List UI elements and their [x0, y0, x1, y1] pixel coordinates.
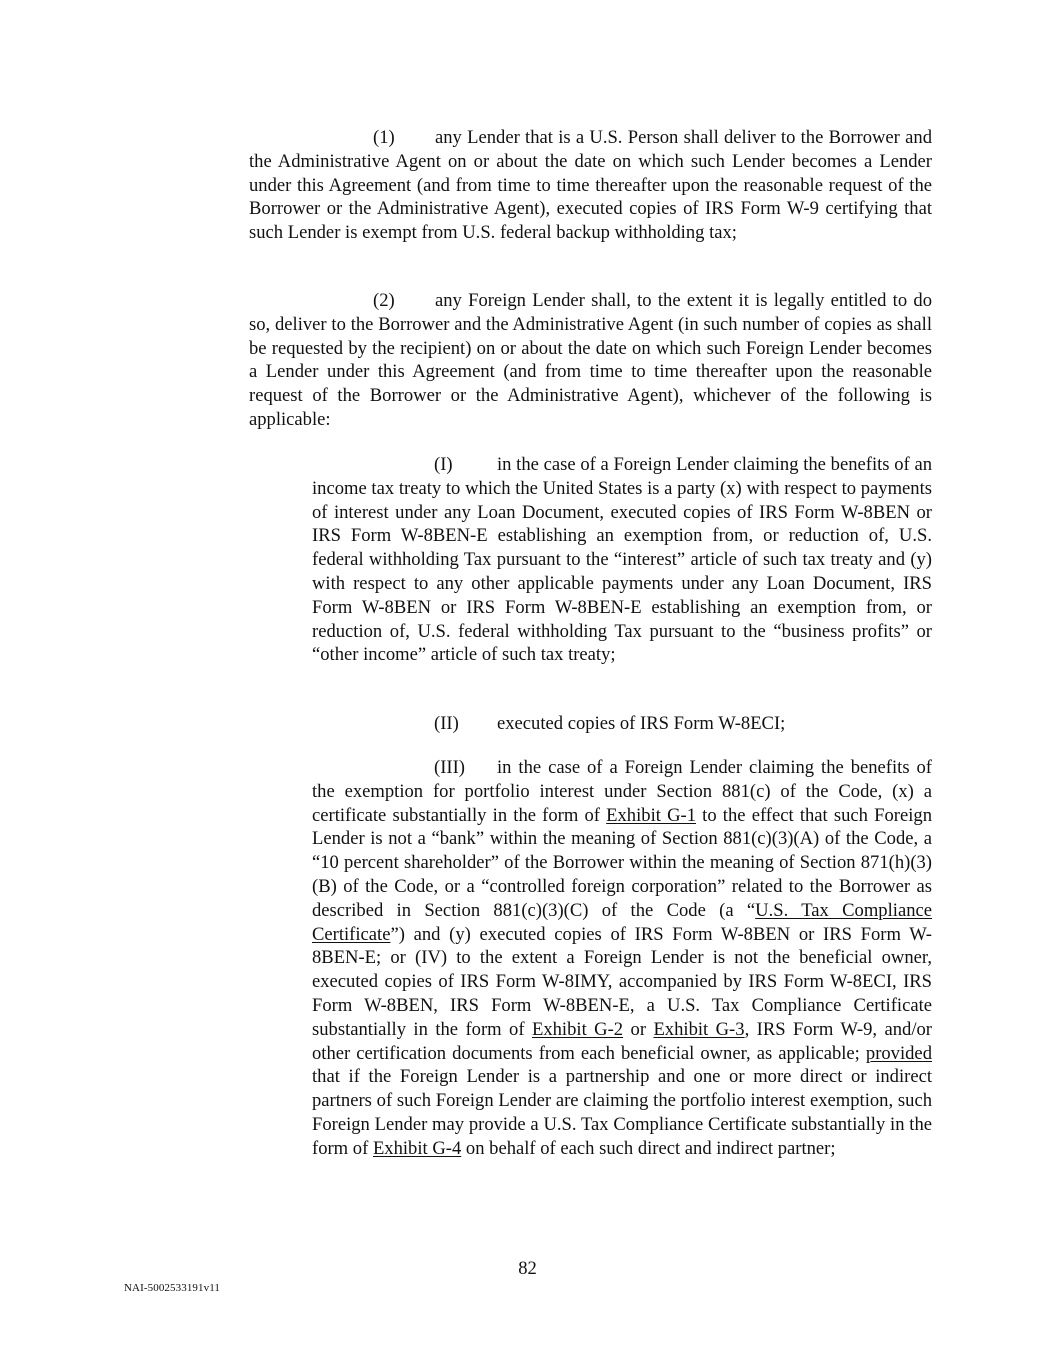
paragraph-text-segment: to the effect that such Foreign Lender is not a “bank” within the meaning of Section 881(c)(3)(A) of the Code, a “10 percent shareholder” of the Borrower within the meaning of Section 871(h)(3)(B) of the Code, or a “controlled foreign corporation” related to the Borrower as described in Section 881(c)(3)(C) of the Code (a “	[312, 804, 932, 921]
paragraph-text: in the case of a Foreign Lender claiming the benefits of an income tax treaty to which the United States is a party (x) with respect to payments of interest under any Loan Document, executed copies of IRS Form W-8BEN or IRS Form W-8BEN-E establishing an exemption from, or reduction of, U.S. federal withholding Tax pursuant to the “interest” article of such tax treaty and (y) with respect to any other applicable payments under any Loan Document, IRS Form W-8BEN or IRS Form W-8BEN-E establishing an exemption from, or reduction of, U.S. federal withholding Tax pursuant to the “business profits” or “other income” article of such tax treaty;	[312, 454, 932, 666]
paragraph-text: any Foreign Lender shall, to the extent it is legally entitled to do so, deliver to the Borrower and the Administrative Agent (in such number of copies as shall be requested by the recipient) on or about the date on which such Foreign Lender becomes a Lender under this Agreement (and from time to time thereafter upon the reasonable request of the Borrower or the Administrative Agent), whichever of the following is applicable:	[249, 290, 932, 430]
provided-term: provided	[865, 1042, 932, 1064]
paragraph-text-segment: ”) and (y) executed copies of IRS Form W-8BEN or IRS Form W-8BEN-E; or (IV) to the extent a Foreign Lender is not the beneficial owner, executed copies of IRS Form W-8IMY, accompanied by IRS Form W-8ECI, IRS Form W-8BEN, IRS Form W-8BEN-E, a U.S. Tax Compliance Certificate substantially in the form of	[312, 923, 932, 1040]
paragraph-marker: (III)	[434, 757, 465, 778]
paragraph-text-segment: on behalf of each such direct and indirect partner;	[461, 1137, 836, 1159]
paragraph-marker: (2)	[373, 290, 395, 311]
page-number: 82	[518, 1258, 537, 1279]
paragraph-text: any Lender that is a U.S. Person shall deliver to the Borrower and the Administrative Agent on or about the date on which such Lender becomes a Lender under this Agreement (and from time to time thereafter upon the reasonable request of the Borrower or the Administrative Agent), executed copies of IRS Form W-9 certifying that such Lender is exempt from U.S. federal backup withholding tax;	[249, 127, 932, 244]
paragraph-I	[312, 453, 932, 667]
exhibit-g4-link[interactable]: Exhibit G-4	[372, 1137, 462, 1159]
paragraph-text-segment: , IRS Form W-9, and/or other certification documents from each beneficial owner, as applicable;	[312, 1018, 933, 1064]
paragraph-1	[249, 126, 932, 245]
paragraph-marker: (1)	[373, 127, 395, 148]
paragraph-text-segment: that if the Foreign Lender is a partnership and one or more direct or indirect partners of such Foreign Lender are claiming the portfolio interest exemption, such Foreign Lender may provide a U.S. Tax Compliance Certificate substantially in the form of	[312, 1066, 932, 1159]
paragraph-text-segment: or	[623, 1018, 654, 1040]
exhibit-g3-link[interactable]: Exhibit G-3	[653, 1018, 745, 1040]
paragraph-III	[312, 756, 932, 1161]
document-id: NAI-5002533191v11	[124, 1282, 221, 1294]
paragraph-text-segment: in the case of a Foreign Lender claiming the benefits of the exemption for portfolio interest under Section 881(c) of the Code, (x) a certificate substantially in the form of	[312, 757, 932, 826]
tax-compliance-certificate-term: U.S. Tax Compliance Certificate	[312, 899, 932, 945]
paragraph-2	[249, 289, 932, 432]
exhibit-g1-link[interactable]: Exhibit G-1	[606, 804, 696, 826]
exhibit-g2-link[interactable]: Exhibit G-2	[531, 1018, 624, 1040]
paragraph-II	[312, 712, 932, 736]
paragraph-marker: (II)	[434, 713, 459, 734]
paragraph-marker: (I)	[434, 454, 453, 475]
paragraph-text: executed copies of IRS Form W-8ECI;	[497, 713, 786, 734]
